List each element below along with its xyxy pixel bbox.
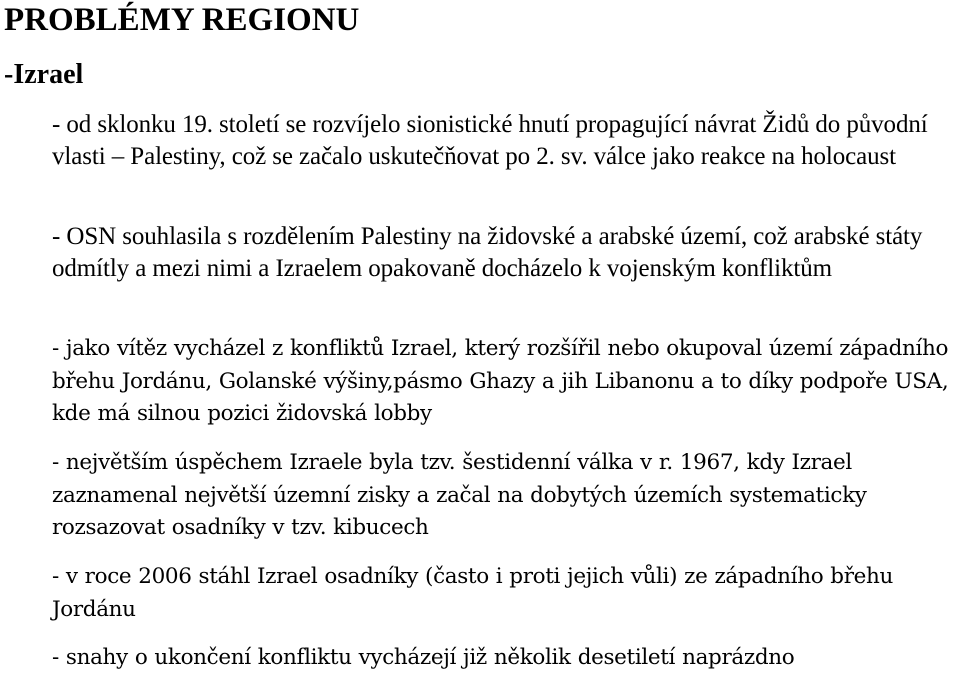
paragraph-un-partition: - OSN souhlasila s rozdělením Palestiny na židovské a arabské území, což arabské státy odmítly a mezi nimi a Izraelem opakovaně docházelo k vojenským konfliktům (52, 223, 923, 282)
paragraph-conflict-victor: - jako vítěz vycházel z konfliktů Izrael, který rozšířil nebo okupoval území západního břehu Jordánu, Golanské výšiny,pásmo Ghazy a jih Libanonu a to díky podpoře USA, kde má silnou pozici židovská lobby (52, 336, 949, 426)
slide-title: PROBLÉMY REGIONU (4, 2, 360, 38)
paragraph-peace-efforts: - snahy o ukončení konfliktu vycházejí již několik desetiletí naprázdno (52, 645, 795, 670)
paragraph-zionism: - od sklonku 19. století se rozvíjelo sionistické hnutí propagující návrat Židů do původní vlasti – Palestiny, což se začalo uskutečňovat po 2. sv. válce jako reakce na holocaust (52, 111, 928, 170)
slide-subtitle: -Izrael (4, 59, 84, 90)
paragraph-six-day-war: - největším úspěchem Izraele byla tzv. šestidenní válka v r. 1967, kdy Izrael zaznamenal největší územní zisky a začal na dobytých územích systematicky rozsazovat osadníky v tzv. kibucech (52, 450, 867, 540)
paragraph-2006-withdrawal: - v roce 2006 stáhl Izrael osadníky (často i proti jejich vůli) ze západního břehu Jordánu (52, 564, 893, 622)
